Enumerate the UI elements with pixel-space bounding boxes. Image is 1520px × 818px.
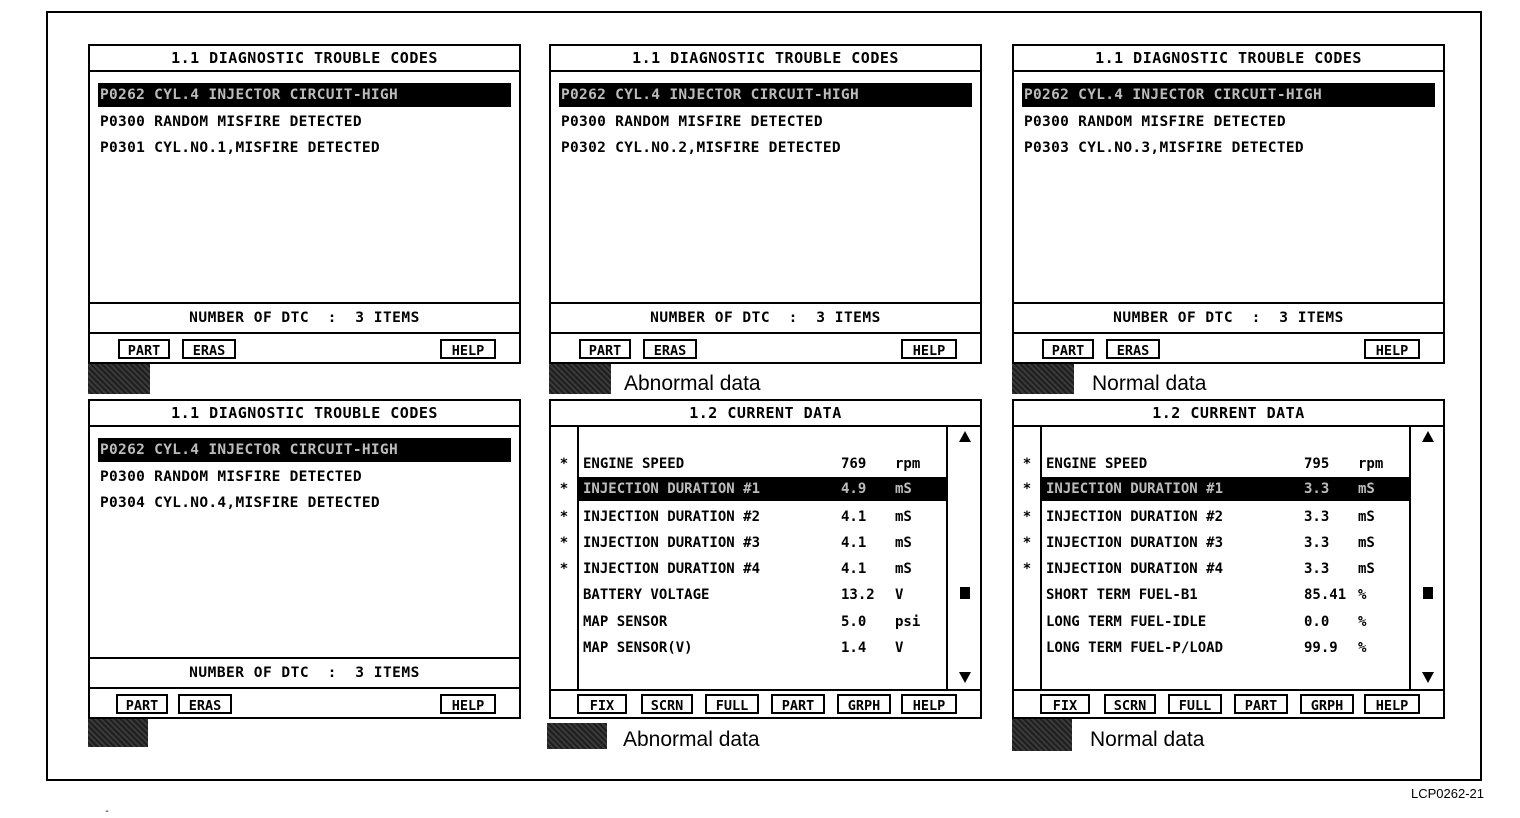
- erase-button[interactable]: ERAS: [178, 694, 232, 714]
- fix-marker: *: [559, 561, 569, 578]
- full-button[interactable]: FULL: [1168, 694, 1222, 714]
- param-value: 99.9: [1304, 640, 1338, 657]
- param-value: 4.1: [841, 508, 867, 525]
- screen-title: 1.2 CURRENT DATA: [551, 401, 980, 427]
- screen-button[interactable]: SCRN: [1104, 694, 1156, 714]
- full-button[interactable]: FULL: [705, 694, 759, 714]
- param-unit: rpm: [895, 456, 921, 472]
- part-button[interactable]: PART: [116, 694, 168, 714]
- dtc-count: NUMBER OF DTC : 3 ITEMS: [90, 302, 519, 334]
- data-list-area: [1014, 427, 1443, 689]
- param-unit: V: [895, 587, 904, 604]
- part-button[interactable]: PART: [1234, 694, 1288, 714]
- data-row[interactable]: [579, 635, 946, 661]
- param-name: INJECTION DURATION #2: [583, 508, 761, 525]
- dtc-count: NUMBER OF DTC : 3 ITEMS: [90, 657, 519, 689]
- param-value: 0.0: [1304, 613, 1330, 630]
- dtc-item[interactable]: P0301 CYL.NO.1,MISFIRE DETECTED: [100, 140, 380, 156]
- figure-id: LCP0262-21: [1411, 786, 1484, 801]
- dtc-item-selected[interactable]: P0262 CYL.4 INJECTOR CIRCUIT-HIGH: [98, 83, 511, 107]
- function-keys: [1014, 336, 1443, 362]
- param-value: 85.41: [1304, 587, 1347, 604]
- dtc-list: [90, 427, 519, 659]
- help-button[interactable]: HELP: [901, 694, 957, 714]
- param-unit: mS: [1358, 481, 1375, 498]
- param-name: INJECTION DURATION #1: [583, 481, 761, 498]
- part-button[interactable]: PART: [118, 339, 170, 359]
- param-name: INJECTION DURATION #3: [1046, 534, 1224, 551]
- erase-button[interactable]: ERAS: [1106, 339, 1160, 359]
- function-keys: [551, 689, 980, 717]
- dtc-item-selected[interactable]: P0262 CYL.4 INJECTOR CIRCUIT-HIGH: [1022, 83, 1435, 107]
- function-keys: [90, 336, 519, 362]
- data-row[interactable]: [559, 530, 946, 556]
- data-list-area: [551, 427, 980, 689]
- param-value: 795: [1304, 456, 1330, 472]
- param-value: 1.4: [841, 640, 867, 657]
- screen-marker-badge: [1012, 719, 1072, 751]
- dtc-list: [551, 72, 980, 304]
- dtc-item[interactable]: P0300 RANDOM MISFIRE DETECTED: [100, 114, 362, 130]
- screen-button[interactable]: SCRN: [641, 694, 693, 714]
- part-button[interactable]: PART: [1042, 339, 1094, 359]
- param-value: 4.1: [841, 534, 867, 551]
- param-unit: rpm: [1358, 456, 1384, 472]
- param-value: 5.0: [841, 613, 867, 630]
- scrollbar[interactable]: [1413, 427, 1443, 689]
- screen-title: 1.1 DIAGNOSTIC TROUBLE CODES: [90, 401, 519, 427]
- param-unit: %: [1358, 587, 1367, 604]
- param-value: 13.2: [841, 587, 875, 604]
- scrollbar[interactable]: [950, 427, 980, 689]
- data-row[interactable]: [1042, 609, 1409, 635]
- data-row[interactable]: [559, 504, 946, 530]
- dtc-item[interactable]: P0300 RANDOM MISFIRE DETECTED: [1024, 114, 1286, 130]
- part-button[interactable]: PART: [579, 339, 631, 359]
- function-keys: [90, 691, 519, 717]
- data-row[interactable]: [1042, 582, 1409, 608]
- param-value: 3.3: [1304, 508, 1330, 525]
- param-value: 3.3: [1304, 534, 1330, 551]
- screen-marker-badge: [88, 364, 150, 394]
- screen-marker-badge: [1012, 364, 1074, 394]
- current-data-screen-abnormal: [549, 399, 982, 719]
- screen-title: 1.1 DIAGNOSTIC TROUBLE CODES: [1014, 46, 1443, 72]
- data-row[interactable]: [1022, 451, 1409, 477]
- dtc-screen-4: [88, 399, 521, 719]
- screen-title: 1.1 DIAGNOSTIC TROUBLE CODES: [551, 46, 980, 72]
- screen-marker-badge: [88, 719, 148, 747]
- data-row[interactable]: [579, 609, 946, 635]
- help-button[interactable]: HELP: [901, 339, 957, 359]
- dtc-screen-2: [549, 44, 982, 364]
- caption-normal: Normal data: [1090, 728, 1205, 751]
- param-value: 3.3: [1304, 561, 1330, 578]
- param-value: 4.9: [841, 481, 867, 498]
- param-name: BATTERY VOLTAGE: [583, 587, 710, 604]
- part-button[interactable]: PART: [771, 694, 825, 714]
- dtc-screen-3: [1012, 44, 1445, 364]
- param-name: SHORT TERM FUEL-B1: [1046, 587, 1198, 604]
- param-unit: mS: [895, 534, 912, 551]
- dtc-list: [90, 72, 519, 304]
- help-button[interactable]: HELP: [440, 339, 496, 359]
- data-row[interactable]: [1022, 530, 1409, 556]
- function-keys: [551, 336, 980, 362]
- param-name: MAP SENSOR(V): [583, 640, 693, 657]
- fix-button[interactable]: FIX: [577, 694, 627, 714]
- stray-mark: -: [104, 806, 111, 817]
- param-value: 3.3: [1304, 481, 1330, 498]
- scroll-down-icon[interactable]: [1422, 672, 1434, 683]
- param-unit: mS: [895, 508, 912, 525]
- current-data-screen-normal: [1012, 399, 1445, 719]
- param-unit: mS: [895, 481, 912, 498]
- data-row[interactable]: [559, 451, 946, 477]
- param-unit: mS: [1358, 534, 1375, 551]
- param-value: 4.1: [841, 561, 867, 578]
- data-row[interactable]: [579, 582, 946, 608]
- erase-button[interactable]: ERAS: [643, 339, 697, 359]
- param-unit: %: [1358, 613, 1367, 630]
- dtc-item-selected[interactable]: P0262 CYL.4 INJECTOR CIRCUIT-HIGH: [559, 83, 972, 107]
- param-unit: mS: [895, 561, 912, 578]
- fix-marker: *: [1022, 456, 1032, 472]
- scroll-thumb[interactable]: [960, 587, 970, 599]
- dtc-item[interactable]: P0302 CYL.NO.2,MISFIRE DETECTED: [561, 140, 841, 156]
- data-list: [1022, 427, 1411, 689]
- help-button[interactable]: HELP: [1364, 694, 1420, 714]
- data-row[interactable]: [1042, 635, 1409, 661]
- param-value: 769: [841, 456, 867, 472]
- dtc-count: NUMBER OF DTC : 3 ITEMS: [551, 302, 980, 334]
- param-unit: %: [1358, 640, 1367, 657]
- function-keys: [1014, 689, 1443, 717]
- screen-marker-badge: [549, 364, 611, 394]
- fix-marker: *: [1022, 561, 1032, 578]
- param-name: INJECTION DURATION #4: [583, 561, 761, 578]
- data-row-selected[interactable]: [559, 477, 946, 501]
- caption-abnormal: Abnormal data: [623, 728, 760, 751]
- dtc-item[interactable]: P0300 RANDOM MISFIRE DETECTED: [100, 469, 362, 485]
- param-name: ENGINE SPEED: [1046, 456, 1148, 472]
- param-unit: mS: [1358, 508, 1375, 525]
- fix-marker: *: [1022, 534, 1032, 551]
- fix-marker: *: [559, 456, 569, 472]
- param-name: INJECTION DURATION #3: [583, 534, 761, 551]
- fix-marker: *: [1022, 481, 1032, 498]
- param-unit: mS: [1358, 561, 1375, 578]
- param-name: INJECTION DURATION #2: [1046, 508, 1224, 525]
- param-unit: psi: [895, 613, 921, 630]
- param-name: LONG TERM FUEL-P/LOAD: [1046, 640, 1224, 657]
- dtc-screen-1: [88, 44, 521, 364]
- param-unit: V: [895, 640, 904, 657]
- param-name: ENGINE SPEED: [583, 456, 685, 472]
- scroll-up-icon[interactable]: [1422, 431, 1434, 442]
- erase-button[interactable]: ERAS: [182, 339, 236, 359]
- data-row-selected[interactable]: [1022, 477, 1409, 501]
- dtc-item[interactable]: P0300 RANDOM MISFIRE DETECTED: [561, 114, 823, 130]
- screen-title: 1.2 CURRENT DATA: [1014, 401, 1443, 427]
- screen-title: 1.1 DIAGNOSTIC TROUBLE CODES: [90, 46, 519, 72]
- data-row[interactable]: [559, 556, 946, 582]
- dtc-item-selected[interactable]: P0262 CYL.4 INJECTOR CIRCUIT-HIGH: [98, 438, 511, 462]
- param-name: LONG TERM FUEL-IDLE: [1046, 613, 1207, 630]
- param-name: MAP SENSOR: [583, 613, 668, 630]
- scroll-up-icon[interactable]: [959, 431, 971, 442]
- fix-marker: *: [559, 534, 569, 551]
- param-name: INJECTION DURATION #1: [1046, 481, 1224, 498]
- caption-normal: Normal data: [1092, 372, 1207, 395]
- fix-marker: *: [559, 508, 569, 525]
- data-list: [559, 427, 948, 689]
- fix-marker: *: [1022, 508, 1032, 525]
- dtc-item[interactable]: P0304 CYL.NO.4,MISFIRE DETECTED: [100, 495, 380, 511]
- help-button[interactable]: HELP: [1364, 339, 1420, 359]
- screen-marker-badge: [547, 723, 607, 749]
- dtc-list: [1014, 72, 1443, 304]
- fix-marker: *: [559, 481, 569, 498]
- graph-button[interactable]: GRPH: [837, 694, 891, 714]
- scroll-down-icon[interactable]: [959, 672, 971, 683]
- help-button[interactable]: HELP: [440, 694, 496, 714]
- caption-abnormal: Abnormal data: [624, 372, 761, 395]
- fix-button[interactable]: FIX: [1040, 694, 1090, 714]
- data-row[interactable]: [1022, 556, 1409, 582]
- dtc-count: NUMBER OF DTC : 3 ITEMS: [1014, 302, 1443, 334]
- dtc-item[interactable]: P0303 CYL.NO.3,MISFIRE DETECTED: [1024, 140, 1304, 156]
- data-row[interactable]: [1022, 504, 1409, 530]
- graph-button[interactable]: GRPH: [1300, 694, 1354, 714]
- scroll-thumb[interactable]: [1423, 587, 1433, 599]
- param-name: INJECTION DURATION #4: [1046, 561, 1224, 578]
